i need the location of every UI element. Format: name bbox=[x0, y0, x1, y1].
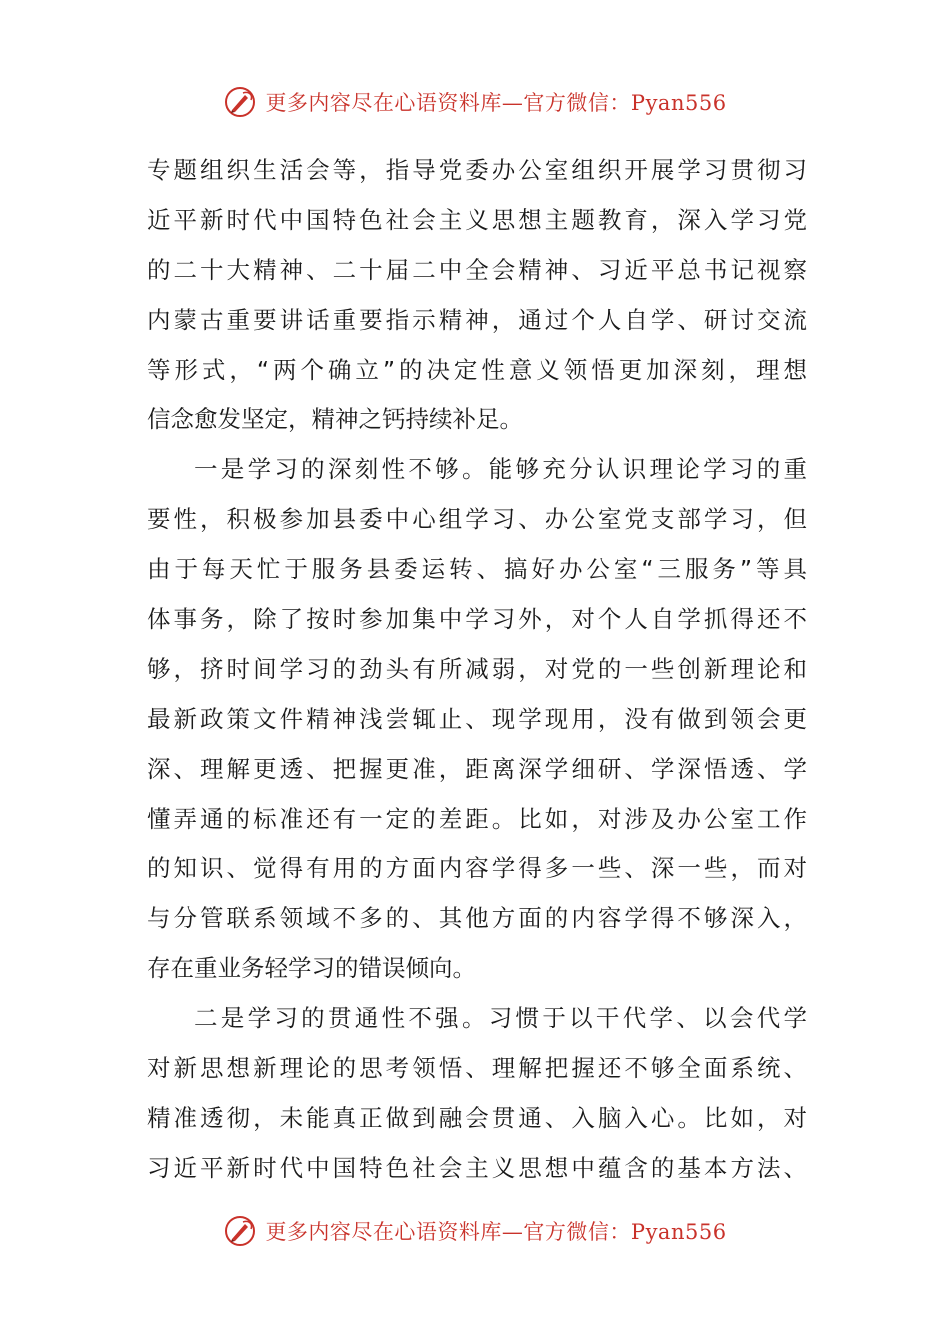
text-line: 近平新时代中国特色社会主义思想主题教育，深入学习党 bbox=[147, 205, 807, 234]
text-line: 内蒙古重要讲话重要指示精神，通过个人自学、研讨交流 bbox=[147, 305, 807, 334]
pen-logo-icon bbox=[223, 85, 257, 119]
document-body bbox=[147, 146, 807, 1194]
header-banner bbox=[0, 82, 950, 122]
text-line: 要性，积极参加县委中心组学习、办公室党支部学习，但 bbox=[147, 505, 807, 534]
header-banner-text: 更多内容尽在心语资料库—官方微信：Pyan556 bbox=[265, 91, 727, 115]
paragraph bbox=[147, 994, 807, 1194]
text-line: 懂弄通的标准还有一定的差距。比如，对涉及办公室工作 bbox=[147, 804, 807, 833]
pen-logo-icon bbox=[223, 1214, 257, 1248]
footer-banner-text: 更多内容尽在心语资料库—官方微信：Pyan556 bbox=[265, 1220, 727, 1244]
paragraph bbox=[147, 445, 807, 994]
text-line: 由于每天忙于服务县委运转、搞好办公室“三服务”等具 bbox=[147, 555, 807, 584]
text-line: 习近平新时代中国特色社会主义思想中蕴含的基本方法、 bbox=[147, 1153, 807, 1182]
text-line: 信念愈发坚定，精神之钙持续补足。 bbox=[147, 405, 523, 434]
text-line: 精准透彻，未能真正做到融会贯通、入脑入心。比如，对 bbox=[147, 1103, 807, 1132]
text-line: 二是学习的贯通性不强。习惯于以干代学、以会代学 bbox=[194, 1004, 807, 1033]
text-line: 存在重业务轻学习的错误倾向。 bbox=[147, 954, 476, 983]
paragraph bbox=[147, 146, 807, 445]
text-line: 深、理解更透、把握更准，距离深学细研、学深悟透、学 bbox=[147, 754, 807, 783]
text-line: 够，挤时间学习的劲头有所减弱，对党的一些创新理论和 bbox=[147, 654, 807, 683]
footer-banner bbox=[0, 1211, 950, 1251]
text-line: 的知识、觉得有用的方面内容学得多一些、深一些，而对 bbox=[147, 854, 807, 883]
text-line: 对新思想新理论的思考领悟、理解把握还不够全面系统、 bbox=[147, 1054, 807, 1083]
text-line: 最新政策文件精神浅尝辄止、现学现用，没有做到领会更 bbox=[147, 704, 807, 733]
text-line: 体事务，除了按时参加集中学习外，对个人自学抓得还不 bbox=[147, 605, 807, 634]
text-line: 的二十大精神、二十届二中全会精神、习近平总书记视察 bbox=[147, 255, 807, 284]
text-line: 等形式，“两个确立”的决定性意义领悟更加深刻，理想 bbox=[147, 355, 807, 384]
text-line: 专题组织生活会等，指导党委办公室组织开展学习贯彻习 bbox=[147, 156, 807, 184]
text-line: 一是学习的深刻性不够。能够充分认识理论学习的重 bbox=[194, 455, 807, 484]
text-line: 与分管联系领域不多的、其他方面的内容学得不够深入， bbox=[147, 904, 807, 933]
